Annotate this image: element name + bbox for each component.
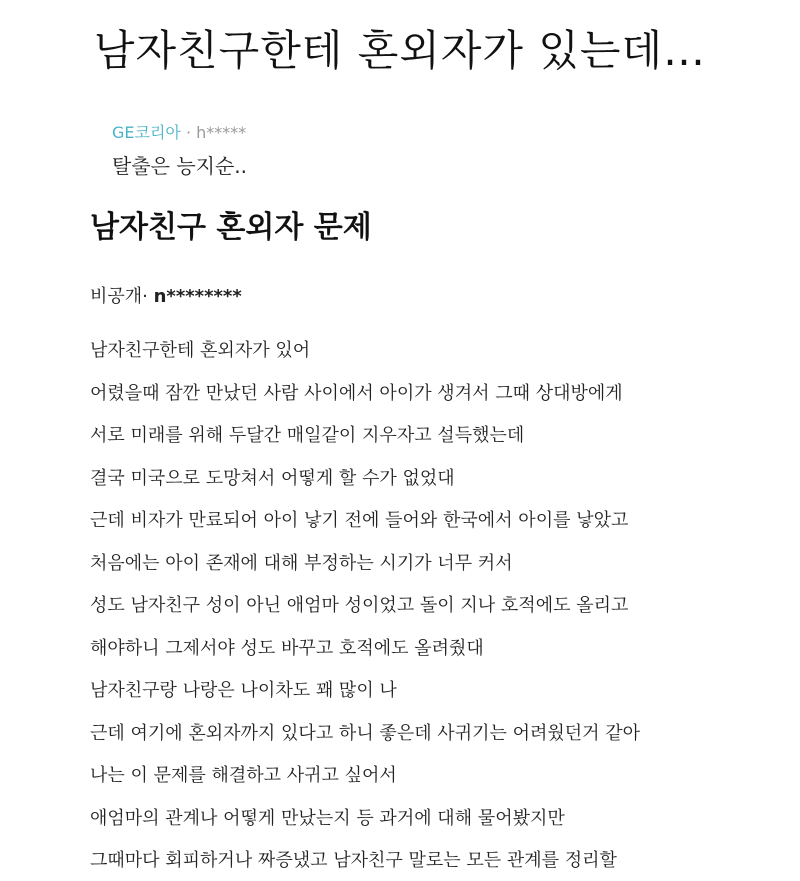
post-line: 서로 미래를 위해 두달간 매일같이 지우자고 설득했는데 — [90, 425, 525, 446]
post-line: 처음에는 아이 존재에 대해 부정하는 시기가 너무 커서 — [90, 552, 513, 574]
headline: 남자친구한테 혼외자가 있는데… — [93, 26, 707, 75]
post-line: 성도 남자친구 성이 아닌 애엄마 성이었고 돌이 지나 호적에도 올리고 — [90, 595, 629, 616]
comment-author[interactable]: GE코리아 — [112, 123, 181, 142]
post-author — [90, 282, 242, 308]
post-author-masked: n******** — [153, 286, 242, 307]
comment-text: 탈출은 능지순.. — [112, 154, 247, 178]
comment — [100, 106, 760, 196]
comment-separator: · — [180, 123, 197, 142]
post-line: 해야하니 그제서야 성도 바꾸고 호적에도 올려줬대 — [90, 637, 484, 659]
post-line: 근데 여기에 혼외자까지 있다고 하니 좋은데 사귀기는 어려웠던거 같아 — [90, 722, 641, 744]
post-author-prefix: 비공개· — [90, 286, 154, 307]
post-body — [90, 330, 780, 881]
post-line: 애엄마의 관계나 어떻게 만났는지 등 과거에 대해 물어봤지만 — [90, 807, 565, 829]
post-line: 그때마다 회피하거나 짜증냈고 남자친구 말로는 모든 관계를 정리할 — [90, 850, 617, 871]
post-line: 근데 비자가 만료되어 아이 낳기 전에 들어와 한국에서 아이를 낳았고 — [90, 510, 629, 531]
comment-meta — [112, 120, 246, 143]
post-line: 나는 이 문제를 해결하고 사귀고 싶어서 — [90, 765, 397, 786]
post-title: 남자친구 혼외자 문제 — [90, 210, 372, 245]
post-line: 남자친구랑 나랑은 나이차도 꽤 많이 나 — [90, 680, 397, 701]
post-line: 어렸을때 잠깐 만났던 사람 사이에서 아이가 생겨서 그때 상대방에게 — [90, 382, 623, 404]
post-line: 결국 미국으로 도망쳐서 어떻게 할 수가 없었대 — [90, 467, 455, 489]
comment-user: h***** — [196, 123, 247, 142]
post-line: 남자친구한테 혼외자가 있어 — [90, 340, 311, 361]
